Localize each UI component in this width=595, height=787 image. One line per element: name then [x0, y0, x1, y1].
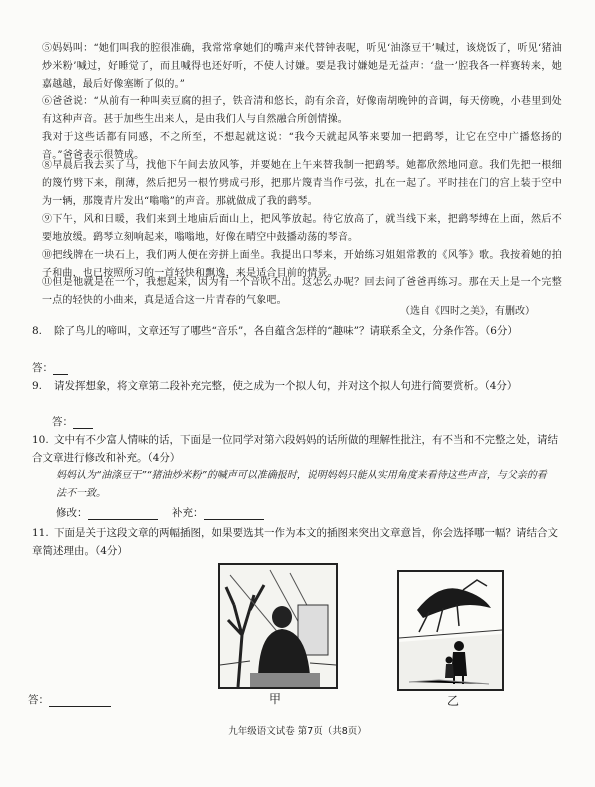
supplement-label: 补充： — [172, 507, 204, 519]
modify-label: 修改： — [56, 507, 88, 519]
illustration-b — [397, 570, 504, 691]
paragraph-9: ⑨下午，风和日暖，我们来到土地庙后面山上，把风筝放起。待它放高了，就当线下来，把鹞琴缚在上面，然后不要地放缓。鹞琴立刻响起来，嗡嗡地，好像在晴空中鼓播动荡的琴音。 — [42, 214, 562, 243]
modify-line[interactable] — [88, 507, 158, 520]
illustration-a — [218, 563, 338, 689]
student-annotation: 妈妈认为“油涤豆干”“猪油炒米粉”的喊声可以准确报时，说明妈妈只能从实用角度来看待这些声音，与父亲的看法不一致。 — [56, 470, 547, 499]
question-text: 除了鸟儿的啼叫，文章还写了哪些“音乐”，各自蕴含怎样的“趣味”？请联系全文，分条作答。（6分） — [54, 325, 518, 337]
question-number: 8. — [32, 325, 43, 337]
answer-line[interactable] — [49, 694, 111, 707]
modify-area[interactable] — [56, 505, 158, 520]
paragraph-5: ⑤妈妈叫：“她们叫我的腔很准确，我常常拿她们的嘴声来代替钟表呢，听见‘油涤豆干’喊过，该烧饭了，听见‘猪油炒米粉’喊过，好睡觉了，而且喊得也还好听，不使人讨嫌。要是我讨嫌她是无益声：‘盘一’腔我各一样赛转来，她嘉越越，最后好像塞断了似的。” — [42, 43, 562, 90]
answer-area-8[interactable] — [32, 360, 68, 375]
illustration-b-drawing — [399, 572, 502, 689]
answer-line[interactable] — [53, 362, 68, 375]
paragraph-8: ⑧早晨后我去买了马，找他下午间去放风筝，并要她在上午来替我制一把鹞琴。她都欣然地同意。我们先把一根细的篾竹劈下来，削薄，然后把另一根竹劈成弓形，把那片篾青当作弓弦，扎在一起了。平时挂在门的宫上装于空中为一辆，那篾青片发出“嗡嗡”的声音。那就做成了我的鹞琴。 — [42, 160, 562, 207]
question-8 — [32, 322, 567, 340]
answer-area-9[interactable] — [52, 414, 93, 429]
question-number: 9. — [32, 380, 43, 392]
caption-b: 乙 — [447, 694, 460, 708]
question-text: 请发挥想象，将文章第二段补充完整，使之成为一个拟人句，并对这个拟人句进行简要赏析。（4分） — [54, 380, 518, 392]
question-text: 文中有不少富人情味的话，下面是一位同学对第六段妈妈的话所做的理解性批注，有不当和不完整之处，请结合文章进行修改和补充。（4分） — [32, 434, 558, 464]
caption-a: 甲 — [269, 692, 282, 706]
paragraph-11: ⑪但是他就是在一个，我想起来，因为有一个音吹不出。这怎么办呢？回去问了爸爸再练习。那在天上是一个完整一点的轻快的小曲来，真是适合这一片青春的气象吧。 — [42, 277, 562, 306]
answer-label: 答： — [52, 416, 73, 428]
answer-area-11[interactable] — [28, 692, 111, 707]
answer-line[interactable] — [73, 416, 93, 429]
question-number: 10. — [32, 434, 49, 446]
question-10 — [32, 431, 567, 467]
paragraph-7: 我对于这些话都有同感，不之所至，不想起就这说：“我今天就起风筝来要加一把鹞琴，让它在空中广播悠扬的音。”爸爸表示很赞成。 — [42, 132, 562, 161]
source-citation: （选自《四时之美》，有删改） — [400, 306, 535, 317]
question-number: 11. — [32, 527, 49, 539]
supplement-area[interactable] — [172, 505, 264, 520]
answer-label: 答： — [32, 362, 53, 374]
supplement-line[interactable] — [204, 507, 264, 520]
question-text: 下面是关于这段文章的两幅插图，如果要选其一作为本文的插图来突出文章意旨，你会选择哪一幅？请结合文章简述理由。（4分） — [32, 527, 558, 557]
page-footer: 九年级语文试卷 第7页（共8页） — [228, 726, 367, 737]
question-11 — [32, 524, 567, 560]
paragraph-6: ⑥爸爸说：“从前有一种叫卖豆腐的担子，铁音清和悠长，韵有余音，好像南胡晚钟的音调，每天傍晚，小巷里到处有这种声音。甚于加些生出来人，是由我们人与自然融合所创情操。 — [42, 96, 562, 125]
paragraph-10: ⑩把线牌在一块石上，我们两人便在旁拼上面坐。我提出口琴来，开始练习姐姐常教的《风筝》歌。我按着她的拍子和曲，也已按照所习的一首轻快和飘逸，来是适合目前的情景。 — [42, 250, 562, 279]
question-9 — [32, 377, 567, 395]
answer-label: 答： — [28, 694, 49, 706]
illustration-a-drawing — [220, 565, 336, 687]
